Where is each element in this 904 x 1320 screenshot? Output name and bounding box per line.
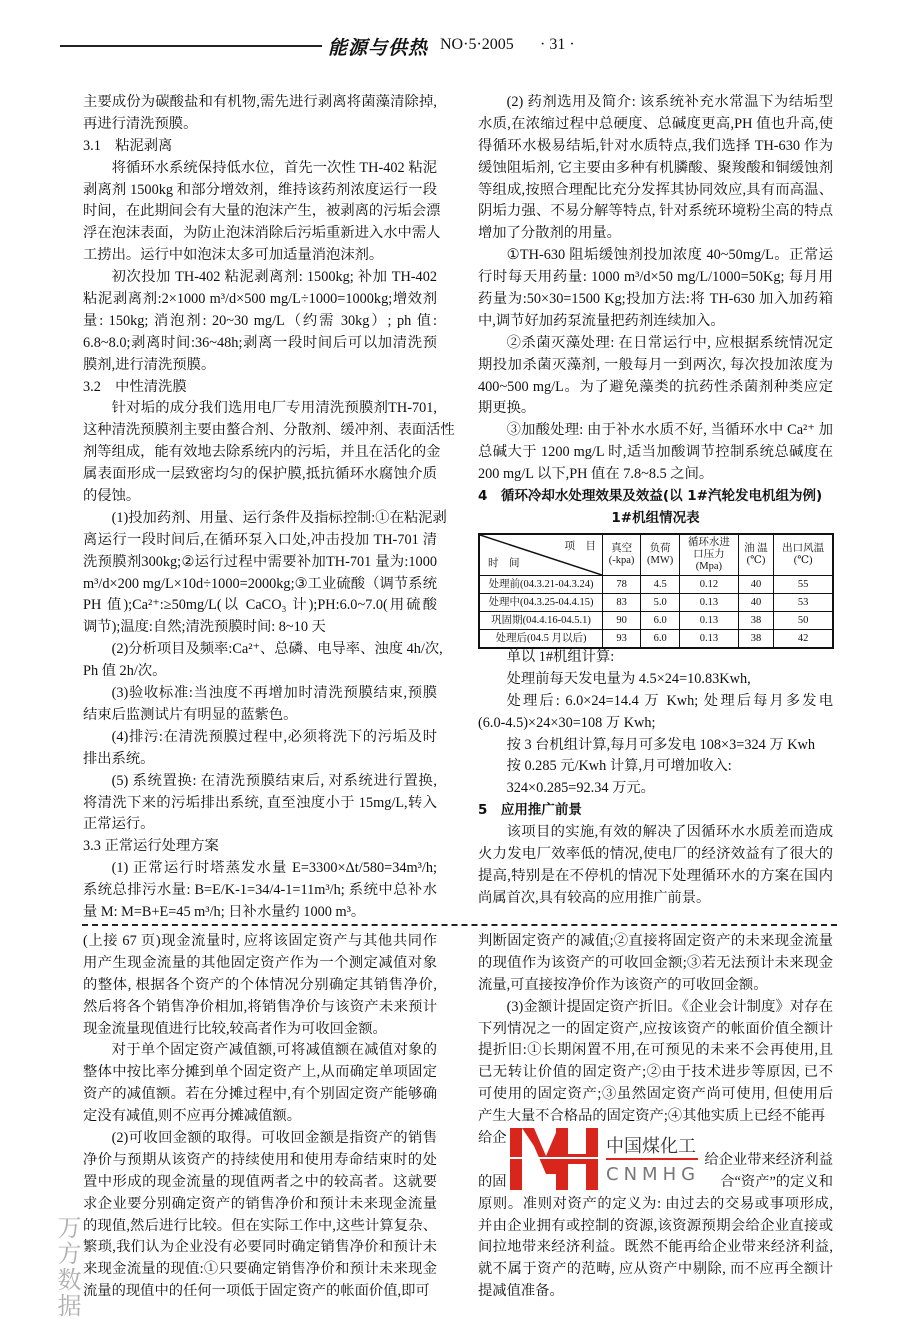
paragraph-line: 尚属首次,具有较高的应用推广前景。 bbox=[478, 889, 711, 906]
cnmhg-logo bbox=[510, 1128, 700, 1190]
section-heading: 4 循环冷却水处理效果及效益(以 1#汽轮发电机组为例) bbox=[478, 488, 823, 505]
column-header-line: 口压力 bbox=[693, 549, 725, 560]
paragraph-line: 水质,在浓缩过程中总硬度、总碱度更高,PH 值也升高,使 bbox=[478, 115, 833, 132]
column-header-line: 负荷 bbox=[649, 543, 671, 554]
column-header bbox=[603, 534, 641, 576]
line-left-fragment: 给企 bbox=[478, 1130, 507, 1147]
value-cell: 40 bbox=[738, 576, 774, 594]
table-row bbox=[479, 630, 833, 649]
paragraph-line: 400~500 mg/L。为了避免藻类的抗药性杀菌剂种类应定 bbox=[478, 378, 833, 395]
paragraph-line: 结束后监测试片有明显的蓝紫色。 bbox=[83, 706, 298, 723]
paragraph-line: 该项目的实施,有效的解决了因循环水水质差而造成 bbox=[506, 824, 833, 841]
paragraph-line: 然后将各个销售净价相加,将销售净价与该资产未来预计 bbox=[83, 998, 437, 1015]
paragraph-line: 的整体, 根据各个资产的个体情况分别确定其销售净价, bbox=[83, 976, 437, 993]
paragraph-line: 初次投加 TH-402 粘泥剥离剂: 1500kg; 补加 TH-402 bbox=[111, 269, 437, 286]
value-cell: 0.13 bbox=[680, 594, 739, 612]
paragraph-line: 间拉地带来经济利益。既然不能再给企业带来经济利益, bbox=[478, 1239, 833, 1256]
paragraph-line: 量 M: M=B+E=45 m³/h; 日补水量约 1000 m³。 bbox=[83, 903, 366, 920]
section-heading: 3.2 中性清洗膜 bbox=[83, 378, 187, 395]
logo-chinese-text: 中国煤化工 bbox=[606, 1136, 696, 1157]
paragraph-line: (1)投加药剂、用量、运行条件及指标控制:①在粘泥剥 bbox=[111, 509, 447, 526]
paragraph-line: 处理后: 6.0×24=14.4 万 Kwh; 处理后每月多发电 bbox=[506, 692, 833, 709]
paragraph-line: (2)分析项目及频率:Ca²⁺、总磷、电导率、浊度 4h/次, bbox=[111, 641, 443, 658]
upper-right-column bbox=[478, 92, 833, 530]
paragraph-line: 属表面形成一层致密均匀的保护膜,抵抗循环水腐蚀介质 bbox=[83, 466, 437, 483]
line-right-fragment: 给企业带来经济利益 bbox=[704, 1151, 833, 1168]
paragraph-line: 系统总排污水量: B=E/K-1=34/4-1=11m³/h; 系统中总补水 bbox=[83, 882, 437, 899]
paragraph-line: (3)金额计提固定资产折旧。《企业会计制度》对存在 bbox=[506, 998, 833, 1015]
paragraph-line: 就不属于资产的范畴, 应从资产中剔除, 而不应再全额计 bbox=[478, 1261, 833, 1278]
column-header bbox=[680, 534, 739, 576]
paragraph-line: 判断固定资产的减值;②直接将固定资产的未来现金流量 bbox=[478, 933, 833, 949]
corner-item-label: 项 目 bbox=[564, 541, 596, 552]
benefit-section bbox=[478, 647, 833, 910]
column-header-line: 出口风温 bbox=[782, 543, 825, 554]
paragraph-line: (6.0-4.5)×24×30=108 万 Kwh; bbox=[478, 714, 656, 731]
paragraph-line: 将清洗下来的污垢排出系统, 直至浊度小于 15mg/L,转入 bbox=[83, 794, 437, 811]
paragraph-line: 工捞出。运行中如泡沫太多可加适量消泡沫剂。 bbox=[83, 247, 384, 264]
paragraph-line: 浮在泡沫表面，为防止泡沫消除后污垢重新进入水中需人 bbox=[83, 225, 441, 242]
paragraph-line: 求企业要分别确定资产的销售净价和预计未来现金流量 bbox=[83, 1195, 437, 1212]
value-cell: 38 bbox=[738, 630, 774, 649]
value-cell: 0.13 bbox=[680, 612, 739, 630]
value-cell: 55 bbox=[774, 576, 833, 594]
paragraph-line: 可使用的固定资产;③虽然固定资产尚可使用, 但使用后 bbox=[478, 1086, 833, 1103]
value-cell: 5.0 bbox=[641, 594, 680, 612]
column-header-line: 真空 bbox=[611, 543, 633, 554]
paragraph-line: 提减值准备。 bbox=[478, 1283, 564, 1300]
table-row bbox=[479, 576, 833, 594]
value-cell: 83 bbox=[603, 594, 641, 612]
value-cell: 0.13 bbox=[680, 630, 739, 649]
paragraph-line: 排出系统。 bbox=[83, 750, 155, 767]
value-cell: 93 bbox=[603, 630, 641, 649]
value-cell: 90 bbox=[603, 612, 641, 630]
paragraph-line: 下列情况之一的固定资产,应按该资产的帐面价值全额计 bbox=[478, 1020, 833, 1037]
paragraph-line: Ph 值 2h/次。 bbox=[83, 663, 167, 680]
paragraph-line: 的现值作为该资产的可收回金额;③若无法预计未来现金 bbox=[478, 954, 833, 971]
paragraph-line: (4)排污:在清洗预膜过程中,必须将洗下的污垢及时 bbox=[111, 728, 437, 745]
table-row bbox=[479, 612, 833, 630]
paragraph-line: (3)验收标准:当浊度不再增加时清洗预膜结束,预膜 bbox=[111, 685, 437, 702]
paragraph-line: (2)可收回金额的取得。可收回金额是指资产的销售 bbox=[111, 1130, 437, 1147]
value-cell: 0.12 bbox=[680, 576, 739, 594]
value-cell: 38 bbox=[738, 612, 774, 630]
paragraph-line: 来现金流量的现值:①只要确定销售净价和预计未来现金 bbox=[83, 1261, 437, 1278]
paragraph-line: 时间，在此期间会有大量的泡沫产生，被剥离的污垢会漂 bbox=[83, 203, 441, 220]
paragraph-line: 整体中按比率分摊到单个固定资产上,从而确定单项固定 bbox=[83, 1064, 437, 1081]
paragraph-line: 净价与预期从该资产的持续使用和使用寿命结束时的处 bbox=[83, 1151, 437, 1168]
period-cell: 处理中(04.3.25-04.4.15) bbox=[479, 594, 603, 612]
paragraph-line: 已无转让价值的固定资产;②由于技术进步等原因, 已不 bbox=[478, 1064, 833, 1081]
paragraph-line: 离运行一段时间后,在循环泵入口处,冲击投加 TH-701 清 bbox=[83, 531, 437, 548]
paragraph-line: 增加了分散剂的用量。 bbox=[478, 225, 621, 242]
column-header-line: (-kpa) bbox=[608, 555, 635, 566]
paragraph-line: 剥离剂 1500kg 和部分增效剂，维持该药剂浓度运行一段 bbox=[83, 181, 437, 198]
paragraph-line: 正常运行。 bbox=[83, 816, 155, 833]
column-header-line: (MW) bbox=[647, 555, 674, 566]
unit-status-table bbox=[478, 533, 834, 649]
journal-title: 能源与供热 bbox=[328, 38, 429, 59]
page-number: · 31 · bbox=[540, 36, 575, 53]
header-rule bbox=[60, 45, 322, 47]
value-cell: 78 bbox=[603, 576, 641, 594]
column-header-line: (℃) bbox=[793, 555, 813, 566]
paragraph-line: (上接 67 页)现金流量时, 应将该固定资产与其他共同作 bbox=[83, 933, 437, 949]
paragraph-line: 流量的现值中的任何一项低于固定资产的帐面价值,即可 bbox=[83, 1283, 430, 1300]
paragraph-line: 的现值,然后进行比较。但在实际工作中,这些计算复杂、 bbox=[83, 1217, 437, 1234]
paragraph-line: 药量为:50×30=1500 Kg;投加方法:将 TH-630 加入加药箱 bbox=[478, 291, 833, 308]
paragraph-line: 繁琐,我们认为企业没有必要同时确定销售净价和预计未 bbox=[83, 1239, 437, 1256]
value-cell: 42 bbox=[774, 630, 833, 649]
value-cell: 40 bbox=[738, 594, 774, 612]
value-cell: 6.0 bbox=[641, 612, 680, 630]
paragraph-line: ①TH-630 阻垢缓蚀剂投加浓度 40~50mg/L。正常运 bbox=[506, 247, 833, 264]
paragraph-line: 原则。准则对资产的定义为: 由过去的交易或事项形成, bbox=[478, 1195, 833, 1212]
period-cell: 巩固期(04.4.16-04.5.1) bbox=[479, 612, 603, 630]
paragraph-line: 按 0.285 元/Kwh 计算,月可增加收入: bbox=[506, 758, 732, 775]
paragraph-line: 的侵蚀。 bbox=[83, 488, 141, 505]
paragraph-line: 针对垢的成分我们选用电厂专用清洗预膜剂TH-701, bbox=[111, 400, 437, 417]
paragraph-line: 提高,特别是在不停机的情况下处理循环水的方案在国内 bbox=[478, 867, 833, 884]
column-header-line: 循环水进 bbox=[687, 537, 730, 548]
paragraph-line: 主要成份为碳酸盐和有机物,需先进行剥离将菌藻清除掉, bbox=[83, 94, 437, 110]
paragraph-line: ③加酸处理: 由于补水水质不好, 当循环水中 Ca²⁺ 加 bbox=[506, 422, 833, 439]
paragraph-line: 单以 1#机组计算: bbox=[506, 649, 615, 665]
paragraph-line: 行时每天用药量: 1000 m³/d×50 mg/L/1000=50Kg; 每月用 bbox=[478, 269, 833, 286]
paragraph-line: 定没有减值,则不应再分摊减值额。 bbox=[83, 1108, 302, 1125]
mh-logo-icon bbox=[510, 1128, 602, 1190]
paragraph-line: 200 mg/L 以下,PH 值在 7.8~8.5 之间。 bbox=[478, 466, 714, 483]
table-row bbox=[479, 594, 833, 612]
paragraph-line: 流量,可直接按净价作为该资产的可收回金额。 bbox=[478, 976, 768, 993]
lower-right-column bbox=[478, 931, 833, 1303]
column-header bbox=[774, 534, 833, 576]
paragraph-line: 按 3 台机组计算,每月可多发电 108×3=324 万 Kwh bbox=[506, 736, 816, 753]
line-right-fragment: 合“资产”的定义和 bbox=[720, 1173, 833, 1190]
paragraph-line: m³/d×200 mg/L×10d÷1000=2000kg;③工业硫酸（调节系统 bbox=[83, 575, 437, 592]
paragraph-line: 等组成,按照合理配比充分发挥其协同效应,具有而高温、 bbox=[478, 181, 833, 198]
issue-number: NO·5·2005 bbox=[440, 36, 514, 53]
paragraph-line: 对于单个固定资产减值额,可将减值额在减值对象的 bbox=[111, 1042, 437, 1059]
table-title: 1#机组情况表 bbox=[611, 509, 700, 526]
paragraph-line: 期更换。 bbox=[478, 400, 536, 417]
paragraph-line: 6.8~8.0;剥离时间:36~48h;剥离一段时间后可以加清洗预 bbox=[83, 334, 437, 351]
paragraph-line: 粘泥剥离剂:2×1000 m³/d×500 mg/L÷1000=1000kg;增效剂 bbox=[83, 291, 437, 308]
paragraph-line: 得循环水极易结垢,针对水质特点,我们选择 TH-630 作为 bbox=[478, 137, 833, 154]
section-heading: 3.3 正常运行处理方案 bbox=[83, 838, 219, 855]
paragraph-line: 并由企业拥有或控制的资源,该资源预期会给企业直接或 bbox=[478, 1217, 833, 1234]
line-left-fragment: 的固 bbox=[478, 1173, 507, 1190]
paragraph-line: 阴垢力强、不易分解等特点, 针对系统环境粉尘高的特点 bbox=[478, 203, 833, 220]
logo-divider bbox=[606, 1158, 698, 1160]
paragraph-line: ②杀菌灭藻处理: 在日常运行中, 应根据系统情况定 bbox=[506, 334, 833, 351]
paragraph-line: 提折旧:①长期闲置不用,在可预见的未来不会再使用,且 bbox=[478, 1042, 833, 1059]
paragraph-line: 期投加杀菌灭藻剂, 一般每月一到两次, 每次投加浓度为 bbox=[478, 356, 833, 373]
period-cell: 处理后(04.5 月以后) bbox=[479, 630, 603, 649]
paragraph-line: 膜剂,进行清洗预膜。 bbox=[83, 356, 216, 373]
lower-left-column bbox=[83, 931, 437, 1303]
paragraph-line: (1) 正常运行时塔蒸发水量 E=3300×Δt/580=34m³/h; bbox=[111, 860, 437, 877]
paragraph-line: 产生大量不合格品的固定资产;④其他实质上已经不能再 bbox=[478, 1108, 826, 1125]
article-separator bbox=[82, 924, 837, 926]
paragraph-line: 缓蚀阻垢剂, 它主要由多种有机膦酸、聚羧酸和铜缓蚀剂 bbox=[478, 159, 833, 176]
corner-time-label: 时 间 bbox=[488, 558, 520, 569]
column-header-line: (℃) bbox=[746, 555, 766, 566]
column-header bbox=[738, 534, 774, 576]
column-header-line: 油 温 bbox=[744, 543, 768, 554]
paragraph-line: 将循环水系统保持低水位，首先一次性 TH-402 粘泥 bbox=[111, 159, 437, 176]
table-header-row bbox=[479, 534, 833, 576]
paragraph-line: 再进行清洗预膜。 bbox=[83, 115, 198, 132]
paragraph-line: 剂等组成，能有效地去除系统内的污垢，并且在活化的金 bbox=[83, 444, 441, 461]
table-corner-cell bbox=[479, 534, 603, 576]
column-header-line: (Mpa) bbox=[695, 561, 722, 572]
paragraph-line: 资产的减值额。若在分摊过程中,有个别固定资产能够确 bbox=[83, 1086, 437, 1103]
paragraph-line: 用产生现金流量的其他固定资产作为一个测定减值对象 bbox=[83, 954, 437, 971]
value-cell: 6.0 bbox=[641, 630, 680, 649]
value-cell: 53 bbox=[774, 594, 833, 612]
paragraph-line: 洗预膜剂300kg;②运行过程中需要补加TH-701 量为:1000 bbox=[83, 553, 437, 570]
upper-left-column bbox=[83, 92, 455, 924]
section-heading: 5 应用推广前景 bbox=[478, 802, 582, 819]
paragraph-line: 置中形成的现金流量的现值两者之中的较高者。这就要 bbox=[83, 1173, 437, 1190]
paragraph-line: 现金流量现值进行比较,较高者作为可收回金额。 bbox=[83, 1020, 387, 1037]
paragraph-line: 量: 150kg; 消泡剂: 20~30 mg/L（约需 30kg）; ph 值: bbox=[83, 312, 437, 329]
paragraph-line: 总碱大于 1200 mg/L 时,适当加酸调节控制系统总碱度在 bbox=[478, 444, 833, 461]
paragraph-line: 这种清洗预膜剂主要由螯合剂、分散剂、缓冲剂、表面活性 bbox=[83, 422, 455, 439]
paragraph-line: PH 值);Ca²⁺:≥50mg/L(以 CaCO₃ 计);PH:6.0~7.0(用硫酸 bbox=[83, 597, 437, 614]
value-cell: 50 bbox=[774, 612, 833, 630]
paragraph-line: 调节);温度:自然;清洗预膜时间: 8~10 天 bbox=[83, 619, 326, 636]
value-cell: 4.5 bbox=[641, 576, 680, 594]
paragraph-line: (2) 药剂选用及简介: 该系统补充水常温下为结垢型 bbox=[506, 94, 833, 110]
paragraph-line: 处理前每天发电量为 4.5×24=10.83Kwh, bbox=[506, 670, 751, 687]
section-heading: 3.1 粘泥剥离 bbox=[83, 137, 173, 154]
paragraph-line: (5) 系统置换: 在清洗预膜结束后, 对系统进行置换, bbox=[111, 772, 437, 789]
paragraph-line: 324×0.285=92.34 万元。 bbox=[506, 780, 655, 797]
watermark: 万方数据 bbox=[53, 1215, 81, 1319]
paragraph-line: 中,调节好加药泵流量把药剂连续加入。 bbox=[478, 312, 725, 329]
paragraph-line: 火力发电厂效率低的情况,使电厂的经济效益有了很大的 bbox=[478, 846, 833, 863]
period-cell: 处理前(04.3.21-04.3.24) bbox=[479, 576, 603, 594]
logo-english-text: CNMHG bbox=[606, 1164, 700, 1185]
column-header bbox=[641, 534, 680, 576]
